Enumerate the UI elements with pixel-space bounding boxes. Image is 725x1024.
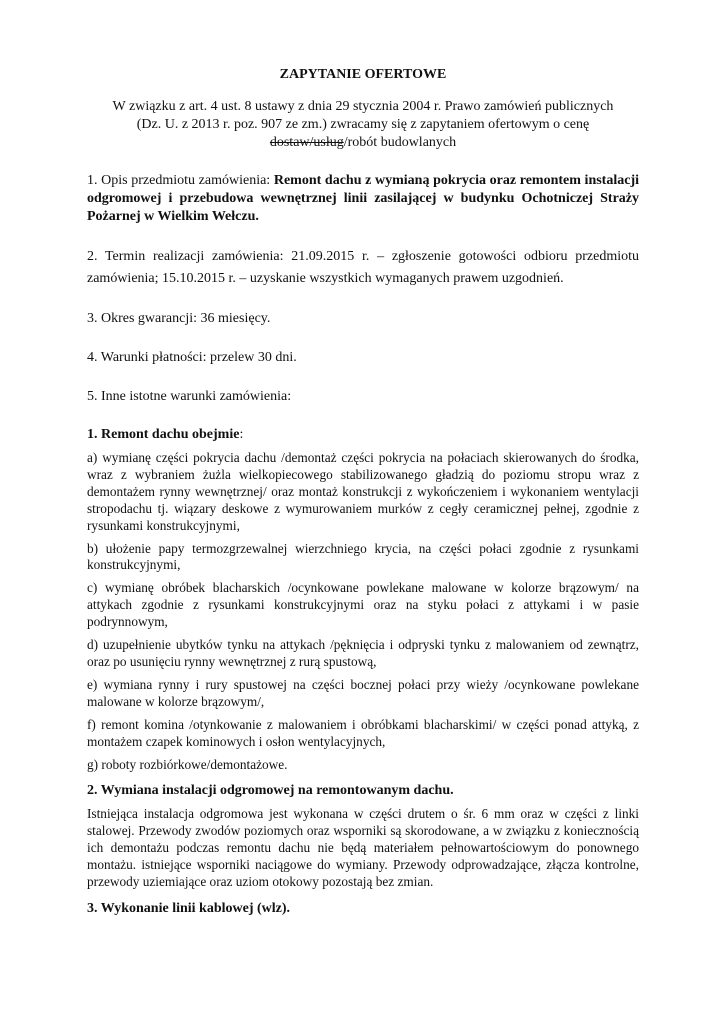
list-item: a) wymianę części pokrycia dachu /demontaż części pokrycia na połaciach skierowanych do środka, wraz z wybraniem żużla wielkopiecowego stabilizowanego gładzią do poziomu stropu wraz z demontażem rynny wewnętrznej/ oraz montaż konstrukcji z wykończeniem i wykonaniem wentylacji stropodachu tj. wiązary deskowe z wymurowaniem murków z cegły ceramicznej pełnej, zgodnie z rysunkami konstrukcyjnymi, (87, 450, 639, 533)
list-item: f) remont komina /otynkowanie z malowaniem i obróbkami blacharskimi/ w części ponad attyką, z montażem czapek kominowych i osłon wentylacyjnych, (87, 716, 639, 749)
part-1-heading (87, 426, 639, 444)
section-4-payment: 4. Warunki płatności: przelew 30 dni. (87, 350, 297, 365)
part-1-heading-colon: : (239, 427, 244, 442)
part-1-heading-text: 1. Remont dachu obejmie (87, 427, 240, 442)
section-1-label: 1. Opis przedmiotu zamówienia: (87, 173, 274, 188)
intro-line-2: (Dz. U. z 2013 r. poz. 907 ze zm.) zwracamy się z zapytaniem ofertowym o cenę (136, 117, 590, 132)
list-item: e) wymiana rynny i rury spustowej na części bocznej połaci przy wieży /ocynkowane powlekane malowane w kolorze brązowym/, (87, 676, 639, 709)
document-page (87, 66, 639, 924)
part-2-heading: 2. Wymiana instalacji odgromowej na remontowanym dachu. (87, 783, 454, 799)
list-item: c) wymianę obróbek blacharskich /ocynkowane powlekane malowane w kolorze brązowym/ na attykach zgodnie z rysunkami konstrukcyjnymi oraz na styku połaci z attykami i w pasie podrynnowym, (87, 580, 639, 630)
document-title: ZAPYTANIE OFERTOWE (279, 67, 447, 82)
list-item: b) ułożenie papy termozgrzewalnej wierzchniego krycia, na części połaci zgodnie z rysunkami konstrukcyjnymi, (87, 540, 639, 573)
struck-text: dostaw/usług (269, 135, 344, 150)
list-item: g) roboty rozbiórkowe/demontażowe. (87, 756, 288, 772)
section-1-subject (87, 172, 639, 226)
intro-line-1: W związku z art. 4 ust. 8 ustawy z dnia 29 stycznia 2004 r. Prawo zamówień publicznych (112, 99, 614, 114)
intro-line-3 (87, 134, 639, 152)
section-2-deadline: 2. Termin realizacji zamówienia: 21.09.2015 r. – zgłoszenie gotowości odbioru przedmiotu zamówienia; 15.10.2015 r. – uzyskanie wszystkich wymaganych prawem uzgodnień. (87, 249, 639, 286)
part-2-body: Istniejąca instalacja odgromowa jest wykonana w części drutem o śr. 6 mm oraz w części z linki stalowej. Przewody zwodów poziomych oraz wsporniki są skorodowane, a w związku z koniecznością ich demontażu podczas remontu dachu nie będą materiałem pełnowartościowym do ponownego montażu. istniejące wsporniki naciągowe do wymiany. Przewody odprowadzające, złącza kontrolne, przewody uziemiające oraz uziom otokowy pozostają bez zmian. (87, 806, 639, 890)
list-item: d) uzupełnienie ubytków tynku na attykach /pęknięcia i odpryski tynku z malowaniem od zewnątrz, oraz po usunięciu rynny wewnętrznej z rurą spustową, (87, 637, 639, 669)
part-3-heading: 3. Wykonanie linii kablowej (wlz). (87, 900, 291, 916)
intro-tail: /robót budowlanych (343, 135, 457, 150)
section-1-bold: Remont dachu z wymianą pokrycia oraz remontem instalacji odgromowej i przebudowa wewnętrznej linii zasilającej w budynku Ochotniczej Straży Pożarnej w Wielkim Wełczu. (87, 173, 639, 224)
intro-paragraph (87, 98, 639, 152)
section-3-warranty: 3. Okres gwarancji: 36 miesięcy. (87, 311, 271, 326)
section-5-conditions: 5. Inne istotne warunki zamówienia: (87, 389, 292, 404)
